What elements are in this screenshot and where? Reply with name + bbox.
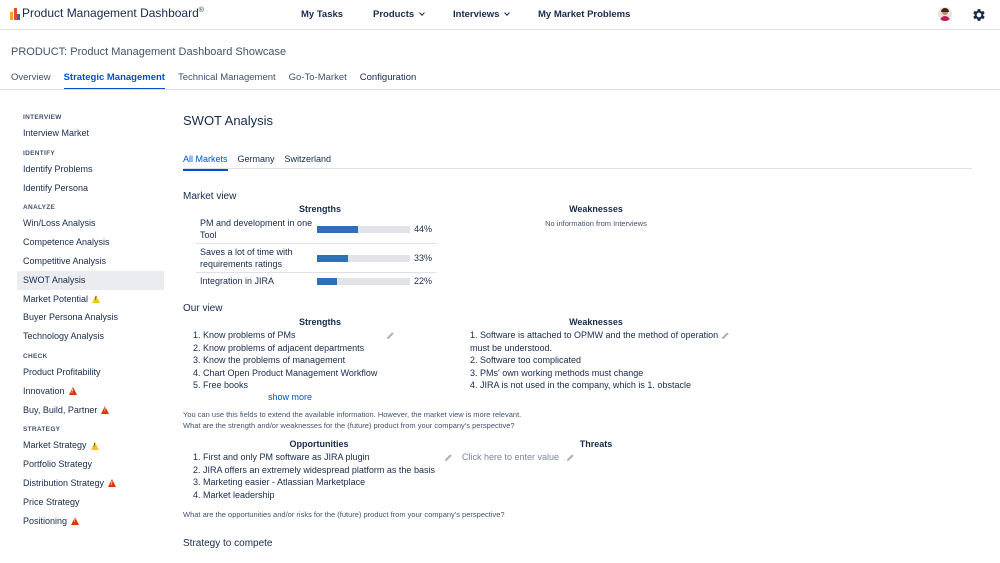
error-icon bbox=[101, 406, 109, 414]
pencil-icon[interactable] bbox=[721, 331, 730, 340]
sidebar-item-competitive-analysis[interactable]: Competitive Analysis bbox=[23, 255, 107, 266]
tab-germany[interactable]: Germany bbox=[237, 154, 275, 164]
market-strengths-table bbox=[196, 215, 437, 289]
gear-icon[interactable] bbox=[971, 7, 987, 23]
chevron-down-icon bbox=[505, 10, 511, 16]
strength-percent: 33% bbox=[414, 253, 433, 263]
tab-go-to-market[interactable]: Go-To-Market bbox=[288, 72, 347, 83]
list-item: 4. Market leadership bbox=[193, 489, 275, 500]
sidebar-heading-analyze: ANALYZE bbox=[23, 204, 56, 212]
strategy-to-compete-heading: Strategy to compete bbox=[183, 538, 273, 549]
list-item: 1. Know problems of PMs bbox=[193, 330, 296, 340]
sidebar-item-positioning[interactable]: Positioning ! bbox=[17, 512, 164, 531]
help-text: What are the opportunities and/or risks for the (future) product from your company's perspective? bbox=[183, 510, 505, 519]
app-logo[interactable] bbox=[10, 6, 204, 20]
help-text: What are the strength and/or weaknesses for the (future) product from your company's perspective? bbox=[183, 421, 515, 430]
sidebar bbox=[17, 114, 164, 530]
user-avatar[interactable] bbox=[938, 7, 952, 21]
strength-row bbox=[196, 273, 437, 289]
opportunities-list[interactable] bbox=[193, 451, 435, 501]
list-item: 2. Know problems of adjacent departments bbox=[193, 342, 365, 353]
list-item: 3. PMs' own working methods must change bbox=[470, 367, 644, 378]
sidebar-item-portfolio-strategy[interactable]: Portfolio Strategy bbox=[23, 459, 93, 470]
page-title: SWOT Analysis bbox=[183, 113, 274, 128]
tab-overview[interactable]: Overview bbox=[11, 72, 51, 83]
market-tabs-divider bbox=[183, 168, 972, 169]
show-more-link[interactable]: show more bbox=[268, 392, 313, 402]
strength-label: Saves a lot of time with requirements ratings bbox=[200, 247, 293, 269]
nav-my-tasks[interactable]: My Tasks bbox=[301, 9, 344, 20]
sidebar-item-product-profitability[interactable]: Product Profitability bbox=[23, 366, 101, 377]
threats-input[interactable]: Click here to enter value bbox=[462, 452, 560, 462]
sidebar-item-win-loss-analysis[interactable]: Win/Loss Analysis bbox=[23, 218, 96, 229]
sidebar-item-market-potential[interactable]: Market Potential ! bbox=[17, 290, 164, 309]
list-item: 4. JIRA is not used in the company, which is 1. obstacle bbox=[470, 380, 691, 390]
app-title: Product Management Dashboard® bbox=[22, 6, 204, 20]
our-strengths-list[interactable] bbox=[193, 329, 377, 392]
nav-interviews[interactable]: Interviews bbox=[453, 9, 509, 20]
sidebar-heading-identify: IDENTIFY bbox=[23, 149, 56, 157]
list-item: must be understood. bbox=[470, 342, 553, 353]
sidebar-item-identify-problems[interactable]: Identify Problems bbox=[23, 163, 93, 174]
warning-icon bbox=[91, 442, 99, 450]
market-strengths-heading: Strengths bbox=[298, 204, 341, 214]
tab-technical-management[interactable]: Technical Management bbox=[177, 72, 276, 83]
nav-my-market-problems[interactable]: My Market Problems bbox=[538, 9, 631, 20]
sidebar-item-technology-analysis[interactable]: Technology Analysis bbox=[23, 331, 105, 342]
warning-icon bbox=[92, 295, 100, 303]
list-item: 5. Free books bbox=[193, 380, 249, 390]
sidebar-item-distribution-strategy[interactable]: Distribution Strategy ! bbox=[17, 474, 164, 493]
market-view-heading: Market view bbox=[183, 191, 237, 202]
list-item: 2. Software too complicated bbox=[470, 355, 582, 365]
sidebar-heading-check: CHECK bbox=[23, 352, 48, 360]
market-weaknesses-heading: Weaknesses bbox=[569, 204, 623, 214]
our-strengths-heading: Strengths bbox=[298, 317, 341, 327]
list-item: 4. Chart Open Product Management Workflow bbox=[193, 367, 378, 378]
sidebar-heading-strategy: STRATEGY bbox=[23, 426, 61, 434]
strength-percent: 22% bbox=[414, 276, 433, 286]
pencil-icon[interactable] bbox=[444, 453, 453, 462]
strength-row bbox=[196, 215, 437, 244]
error-icon bbox=[108, 479, 116, 487]
opportunities-heading: Opportunities bbox=[289, 439, 349, 449]
tab-strategic-management[interactable]: Strategic Management bbox=[64, 72, 165, 90]
sidebar-item-price-strategy[interactable]: Price Strategy bbox=[23, 496, 80, 507]
sidebar-heading-interview: INTERVIEW bbox=[23, 114, 62, 121]
nav-products[interactable]: Products bbox=[373, 9, 424, 20]
tab-switzerland[interactable]: Switzerland bbox=[284, 154, 332, 164]
error-icon bbox=[71, 517, 79, 525]
list-item: 3. Know the problems of management bbox=[193, 355, 346, 365]
list-item: 3. Marketing easier - Atlassian Marketplace bbox=[193, 477, 366, 487]
sidebar-item-swot-analysis[interactable]: SWOT Analysis bbox=[17, 271, 164, 290]
tab-configuration[interactable]: Configuration bbox=[359, 72, 417, 83]
strength-label: Integration in JIRA bbox=[200, 276, 275, 286]
sidebar-item-interview-market[interactable]: Interview Market bbox=[23, 128, 90, 138]
our-weaknesses-list[interactable] bbox=[470, 329, 718, 392]
strength-label: PM and development in one Tool bbox=[200, 218, 313, 240]
threats-heading: Threats bbox=[579, 439, 613, 449]
sidebar-item-identify-persona[interactable]: Identify Persona bbox=[23, 182, 89, 193]
sidebar-item-competence-analysis[interactable]: Competence Analysis bbox=[23, 237, 110, 248]
product-tabs bbox=[11, 72, 429, 90]
pencil-icon[interactable] bbox=[386, 331, 395, 340]
top-navigation-bar bbox=[0, 0, 1000, 30]
strength-progress-bar bbox=[317, 278, 410, 285]
our-weaknesses-heading: Weaknesses bbox=[569, 317, 623, 327]
strength-progress-bar bbox=[317, 226, 410, 233]
strength-progress-bar bbox=[317, 255, 410, 262]
sidebar-item-market-strategy[interactable]: Market Strategy ! bbox=[17, 436, 164, 455]
strength-row bbox=[196, 244, 437, 273]
pencil-icon[interactable] bbox=[566, 453, 575, 462]
sidebar-item-buyer-persona-analysis[interactable]: Buyer Persona Analysis bbox=[23, 312, 119, 323]
sidebar-item-innovation[interactable]: Innovation ! bbox=[17, 382, 164, 401]
error-icon bbox=[69, 387, 77, 395]
tab-all-markets[interactable]: All Markets bbox=[183, 154, 228, 171]
list-item: 1. First and only PM software as JIRA plugin bbox=[193, 452, 370, 462]
help-text: You can use this fields to extend the available information. However, the market view is more relevant. bbox=[183, 410, 522, 419]
list-item: 1. Software is attached to OPMW and the method of operation bbox=[470, 330, 719, 340]
sidebar-item-buy-build-partner[interactable]: Buy, Build, Partner ! bbox=[17, 401, 164, 420]
strength-percent: 44% bbox=[414, 224, 433, 234]
our-view-heading: Our view bbox=[183, 303, 223, 314]
list-item: 2. JIRA offers an extremely widespread platform as the basis bbox=[193, 464, 435, 475]
chevron-down-icon bbox=[419, 10, 425, 16]
logo-icon bbox=[10, 6, 20, 20]
product-title: PRODUCT: Product Management Dashboard Showcase bbox=[11, 46, 287, 58]
weaknesses-empty-message: No information from Interviews bbox=[545, 219, 647, 228]
header-divider bbox=[0, 89, 1000, 90]
